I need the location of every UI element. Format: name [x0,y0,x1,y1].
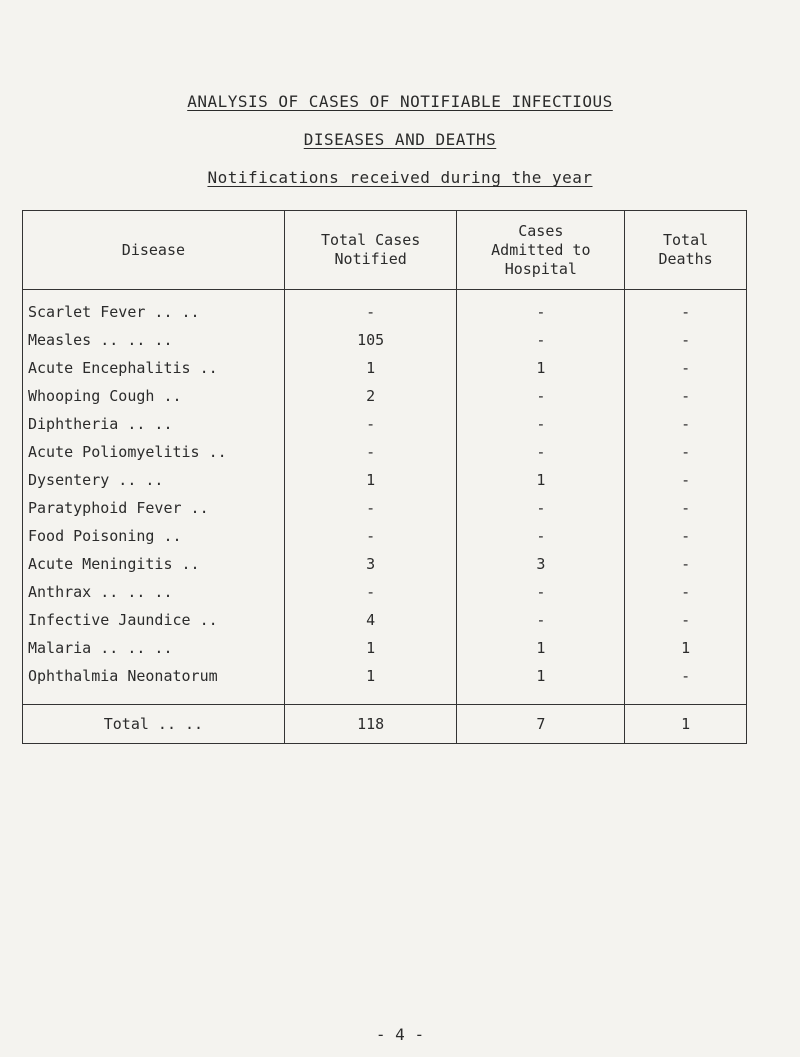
disease-name: Diphtheria .. .. [23,410,285,438]
disease-name: Whooping Cough .. [23,382,285,410]
total-deaths: 1 [625,705,747,744]
cases-notified: 1 [284,634,457,662]
table-row [23,606,747,634]
deaths: - [625,354,747,382]
cases-notified: 3 [284,550,457,578]
disease-name: Paratyphoid Fever .. [23,494,285,522]
header-total-cases-notified: Total Cases Notified [284,211,457,290]
table-row [23,326,747,354]
table-row [23,494,747,522]
table-row [23,634,747,662]
cases-notified: 4 [284,606,457,634]
deaths: - [625,326,747,354]
cases-admitted: - [457,410,625,438]
cases-notified: - [284,438,457,466]
cases-admitted: - [457,578,625,606]
table-row [23,438,747,466]
report-title: ANALYSIS OF CASES OF NOTIFIABLE INFECTIOUS [187,92,613,111]
table-row [23,662,747,705]
cases-admitted: - [457,606,625,634]
disease-name: Infective Jaundice .. [23,606,285,634]
cases-admitted: - [457,290,625,327]
cases-notified: 1 [284,466,457,494]
table-row [23,578,747,606]
cases-admitted: - [457,326,625,354]
disease-name: Malaria .. .. .. [23,634,285,662]
cases-admitted: 1 [457,662,625,705]
cases-admitted: 1 [457,466,625,494]
cases-notified: - [284,494,457,522]
deaths: - [625,550,747,578]
deaths: - [625,382,747,410]
total-label: Total .. .. [23,705,285,744]
notifications-table [22,210,747,744]
deaths: - [625,522,747,550]
deaths: - [625,410,747,438]
deaths: - [625,606,747,634]
table-row [23,410,747,438]
disease-name: Acute Encephalitis .. [23,354,285,382]
table-header-row [23,211,747,290]
table-row [23,466,747,494]
deaths: - [625,290,747,327]
cases-admitted: - [457,494,625,522]
cases-admitted: 1 [457,354,625,382]
header-cases-admitted-to-hospital: Cases Admitted to Hospital [457,211,625,290]
deaths: - [625,494,747,522]
cases-admitted: - [457,382,625,410]
cases-notified: - [284,290,457,327]
disease-name: Acute Poliomyelitis .. [23,438,285,466]
cases-admitted: 3 [457,550,625,578]
disease-name: Ophthalmia Neonatorum [23,662,285,705]
cases-notified: 1 [284,662,457,705]
disease-name: Acute Meningitis .. [23,550,285,578]
total-notified: 118 [284,705,457,744]
cases-admitted: - [457,522,625,550]
deaths: - [625,466,747,494]
cases-notified: 1 [284,354,457,382]
table-row [23,550,747,578]
cases-notified: 2 [284,382,457,410]
deaths: - [625,438,747,466]
total-row [23,705,747,744]
deaths: 1 [625,634,747,662]
report-caption: Notifications received during the year [207,168,593,187]
table-row [23,354,747,382]
header-total-deaths: Total Deaths [625,211,747,290]
cases-admitted: - [457,438,625,466]
cases-notified: - [284,410,457,438]
cases-notified: - [284,578,457,606]
table-row [23,290,747,327]
report-subtitle: DISEASES AND DEATHS [303,130,497,149]
table-row [23,522,747,550]
disease-name: Scarlet Fever .. .. [23,290,285,327]
header-disease: Disease [23,211,285,290]
page-number: - 4 - [375,1025,425,1044]
disease-name: Food Poisoning .. [23,522,285,550]
cases-admitted: 1 [457,634,625,662]
disease-name: Measles .. .. .. [23,326,285,354]
disease-name: Anthrax .. .. .. [23,578,285,606]
table-row [23,382,747,410]
cases-notified: 105 [284,326,457,354]
cases-notified: - [284,522,457,550]
deaths: - [625,578,747,606]
disease-name: Dysentery .. .. [23,466,285,494]
deaths: - [625,662,747,705]
total-admitted: 7 [457,705,625,744]
